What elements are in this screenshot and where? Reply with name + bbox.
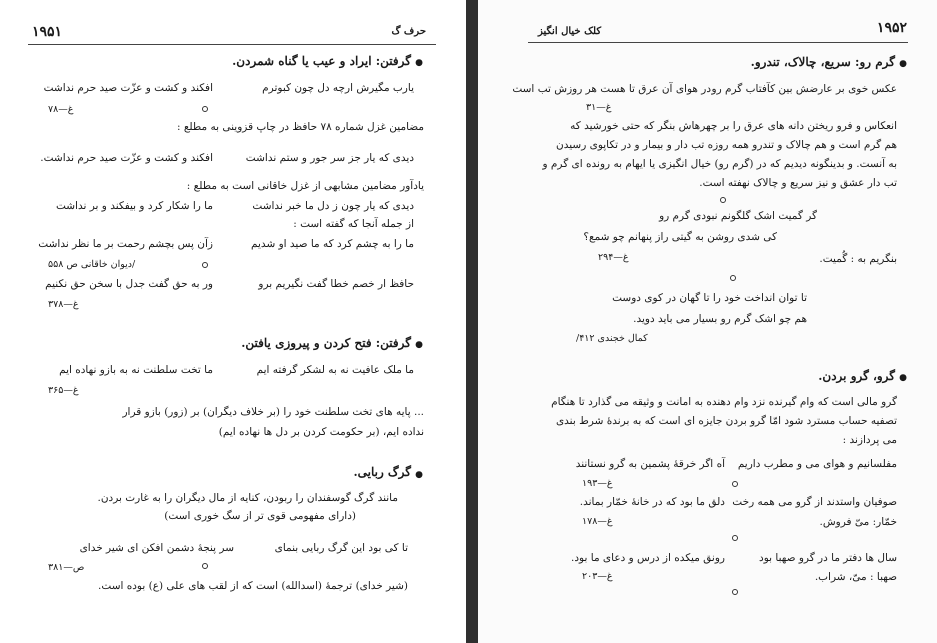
bullet-icon: ● — [415, 58, 423, 68]
verse-line: هم چو اشک گرم رو بسیار می باید دوید. — [633, 313, 807, 325]
verse-line: گر گمیت اشک گلگونم نبودی گرم رو — [659, 210, 817, 222]
paragraph-line: تب دار عشق و نیز سریع و چالاک نهفته است. — [699, 177, 897, 189]
verse-hemistich-left: افکند و کشت و عزّت صید حرم نداشت — [43, 82, 213, 94]
verse-hemistich-left: ما تخت سلطنت نه به بازو نهاده ایم — [59, 364, 213, 376]
paragraph-line: گرو مالی است که وام گیرنده نزد وام دهنده به امانت و وثیقه می گذارد تا هنگام — [551, 396, 897, 408]
separator-dot-icon — [720, 197, 726, 203]
bullet-icon: ● — [899, 59, 907, 69]
verse-line: کی شدی روشن به گیتی راز پنهانم چو شمع؟ — [583, 231, 777, 243]
paragraph-line: (دارای مفهومی قوی تر از سگ خوری است) — [164, 510, 356, 522]
verse-reference: غ—۷۸ — [48, 104, 74, 115]
left-page — [0, 0, 466, 643]
paragraph-line: مانند گرگ گوسفندان را ربودن، کنایه از مال دیگران را به غارت بردن. — [97, 492, 398, 504]
paragraph-line: به آنست. و بدینگونه دیدیم که در (گرم رو) خیال انگیزی یا ایهام به رونده ای گرم و — [542, 158, 897, 170]
verse-hemistich-right: ما را به چشم کرد که ما صید او شدیم — [251, 238, 414, 250]
separator-dot-icon — [732, 535, 738, 541]
verse-reference: غ—۲۹۴ — [598, 252, 629, 263]
separator-dot-icon — [730, 275, 736, 281]
verse-hemistich-right: عکس خوی بر عارضش بین کآفتاب گرم رو — [711, 83, 897, 95]
verse-hemistich-right: آه اگر خرقهٔ پشمین به گرو نستانند — [575, 458, 725, 470]
right-page — [478, 0, 937, 643]
verse-hemistich-right: یارب مگیرش ارچه دل چون کبوترم — [262, 82, 414, 94]
separator-dot-icon — [202, 563, 208, 569]
paragraph-line: نداده ایم، (بر حکومت کردن بر دل ها نهاده ایم) — [218, 426, 424, 438]
verse-hemistich-left: ما را شکار کرد و بیفکند و بر نداشت — [55, 200, 213, 212]
verse-reference: دیوان خاقانی ص ۵۵۸/ — [48, 259, 136, 270]
verse-reference: غ—۳۶۵ — [48, 385, 79, 396]
separator-dot-icon — [202, 106, 208, 112]
entry-heading: گرفتن: ایراد و عیب یا گناه شمردن. — [232, 54, 411, 68]
note-text: از جمله آنجا که گفته است : — [293, 218, 414, 230]
running-head: کلک خیال انگیز — [538, 26, 602, 37]
paragraph-line: (شیر خدای) ترجمهٔ (اسدالله) است که از لقب های علی (ع) بوده است. — [98, 580, 408, 592]
page-number: ۱۹۵۱ — [32, 24, 63, 40]
verse-hemistich-left: در هوای آن عرق تا هست هر روزش تب است — [512, 83, 711, 95]
verse-line: تا توان انداخت خود را تا گهان در کوی دوست — [612, 292, 807, 304]
verse-reference: غ—۱۷۸ — [582, 516, 613, 527]
note-text: صهبا : میّ، شراب. — [814, 571, 897, 583]
book-gutter — [466, 0, 478, 643]
bullet-icon: ● — [415, 340, 423, 350]
separator-dot-icon — [732, 589, 738, 595]
entry-heading: گرو، گرو بردن. — [818, 369, 895, 383]
verse-hemistich-right: دیدی که یار جز سر جور و ستم نداشت — [245, 152, 414, 164]
bullet-icon: ● — [899, 373, 907, 383]
verse-reference: غ—۳۱ — [586, 102, 612, 113]
verse-hemistich-left: افکند و کشت و عزّت صید حرم نداشت. — [40, 152, 213, 164]
verse-hemistich-right: تا کی بود این گرگ ربایی بنمای — [274, 542, 408, 554]
entry-heading: گرم رو: سریع، چالاک، تندرو. — [750, 55, 895, 69]
verse-hemistich-left: سر پنجهٔ دشمن افکن ای شیر خدای — [79, 542, 234, 554]
separator-dot-icon — [202, 262, 208, 268]
verse-reference: کمال خجندی ۴۱۲/ — [576, 333, 648, 344]
bullet-icon: ● — [415, 470, 423, 480]
running-head: حرف گ — [391, 26, 426, 37]
note-text: بنگریم به : گُمیت. — [819, 253, 897, 265]
verse-hemistich-right: ما ملک عافیت نه به لشکر گرفته ایم — [256, 364, 414, 376]
paragraph-line: انعکاس و فرو ریختن دانه های عرق را بر چهرهاش بنگر که حتی خورشید که — [570, 120, 897, 132]
verse-hemistich-right: دلق ما بود که در خانهٔ خمّار بماند. — [579, 496, 725, 508]
verse-reference: غ—۲۰۳ — [582, 571, 613, 582]
entry-heading: گرفتن: فتح کردن و پیروزی یافتن. — [241, 336, 411, 350]
separator-dot-icon — [732, 481, 738, 487]
verse-reference: غ—۱۹۳ — [582, 478, 613, 489]
entry-heading: گرگ ربایی. — [353, 465, 411, 479]
paragraph-line: تصفیه حساب مسترد شود امّا گرو بردن جایزه ای است که به برندهٔ شرط بندی — [555, 415, 897, 427]
verse-hemistich-right: حافظ ار خصم خطا گفت نگیریم برو — [258, 278, 414, 290]
verse-hemistich-left: مفلسانیم و هوای می و مطرب داریم — [737, 458, 897, 470]
verse-reference: ص—۳۸۱ — [48, 562, 85, 573]
header-rule — [528, 42, 908, 43]
verse-hemistich-right: دیدی که یار چون ز دل ما خبر نداشت — [252, 200, 414, 212]
note-text: مضامین غزل شماره ۷۸ حافظ در چاپ قزوینی به مطلع : — [176, 121, 424, 133]
paragraph-line: ... پایه های تخت سلطنت خود را (بر خلاف دیگران) بر (زور) بازو قرار — [122, 406, 424, 418]
verse-hemistich-left: زآن پس بچشم رحمت بر ما نظر نداشت — [38, 238, 213, 250]
page-number: ۱۹۵۲ — [876, 20, 907, 36]
note-text: یادآور مضامین مشابهی از غزل خاقانی است به مطلع : — [186, 180, 424, 192]
verse-reference: غ—۳۷۸ — [48, 299, 79, 310]
verse-hemistich-left: ور به حق گفت جدل با سخن حق نکنیم — [45, 278, 213, 290]
verse-hemistich-right: رونق میکده از درس و دعای ما بود. — [571, 552, 725, 564]
verse-hemistich-left: سال ها دفتر ما در گرو صهبا بود — [759, 552, 897, 564]
paragraph-line: هم گرم است و هم چالاک و تندرو همه روزه تب دار و بیمار و در تکاپوی رسیدن — [556, 139, 897, 151]
note-text: خمّار: میّ فروش. — [819, 516, 897, 528]
verse-hemistich-left: صوفیان واستدند از گرو می همه رخت — [732, 496, 897, 508]
paragraph-line: می پردازند : — [842, 434, 897, 446]
header-rule — [28, 44, 436, 45]
